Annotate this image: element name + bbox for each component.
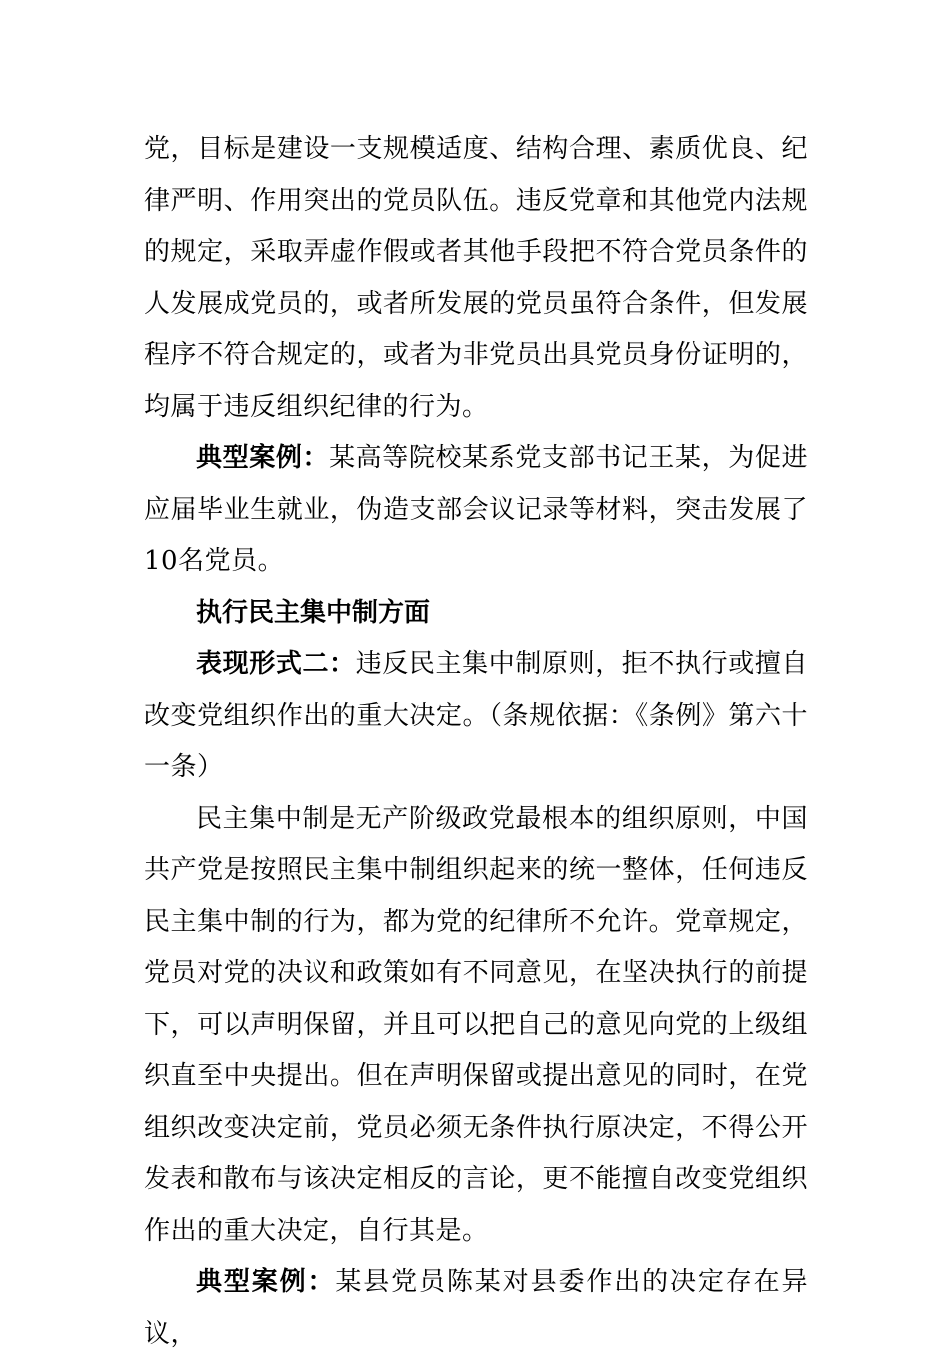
typical-case-text-2: 某县党员陈某对县委作出的决定存在异议， — [144, 1267, 808, 1349]
manifestation-text: 违反民主集中制原则，拒不执行或擅自改变党组织作出的重大决定。（条规依据：《条例》第六十一条） — [144, 649, 808, 782]
paragraph-typical-case-2 — [144, 1257, 808, 1360]
paragraph-manifestation-2 — [144, 639, 808, 794]
paragraph-typical-case-1 — [144, 433, 808, 588]
section-heading-democratic-centralism: 执行民主集中制方面 — [196, 597, 431, 628]
typical-case-label: 典型案例： — [196, 443, 330, 473]
typical-case-label-2: 典型案例： — [196, 1267, 336, 1297]
manifestation-label: 表现形式二： — [196, 649, 356, 679]
typical-case-text: 某高等院校某系党支部书记王某，为促进应届毕业生就业，伪造支部会议记录等材料，突击发展了10名党员。 — [144, 443, 808, 576]
paragraph-democratic-centralism-explanation: 民主集中制是无产阶级政党最根本的组织原则，中国共产党是按照民主集中制组织起来的统一整体，任何违反民主集中制的行为，都为党的纪律所不允许。党章规定，党员对党的决议和政策如有不同意见，在坚决执行的前提下，可以声明保留，并且可以把自己的意见向党的上级组织直至中央提出。但在声明保留或提出意见的同时，在党组织改变决定前，党员必须无条件执行原决定，不得公开发表和散布与该决定相反的言论，更不能擅自改变党组织作出的重大决定，自行其是。 — [144, 803, 808, 1246]
paragraph-party-member-development: 党，目标是建设一支规模适度、结构合理、素质优良、纪律严明、作用突出的党员队伍。违反党章和其他党内法规的规定，采取弄虚作假或者其他手段把不符合党员条件的人发展成党员的，或者所发展的党员虽符合条件，但发展程序不符合规定的，或者为非党员出具党员身份证明的，均属于违反组织纪律的行为。 — [144, 134, 808, 422]
document-page — [144, 124, 808, 1360]
